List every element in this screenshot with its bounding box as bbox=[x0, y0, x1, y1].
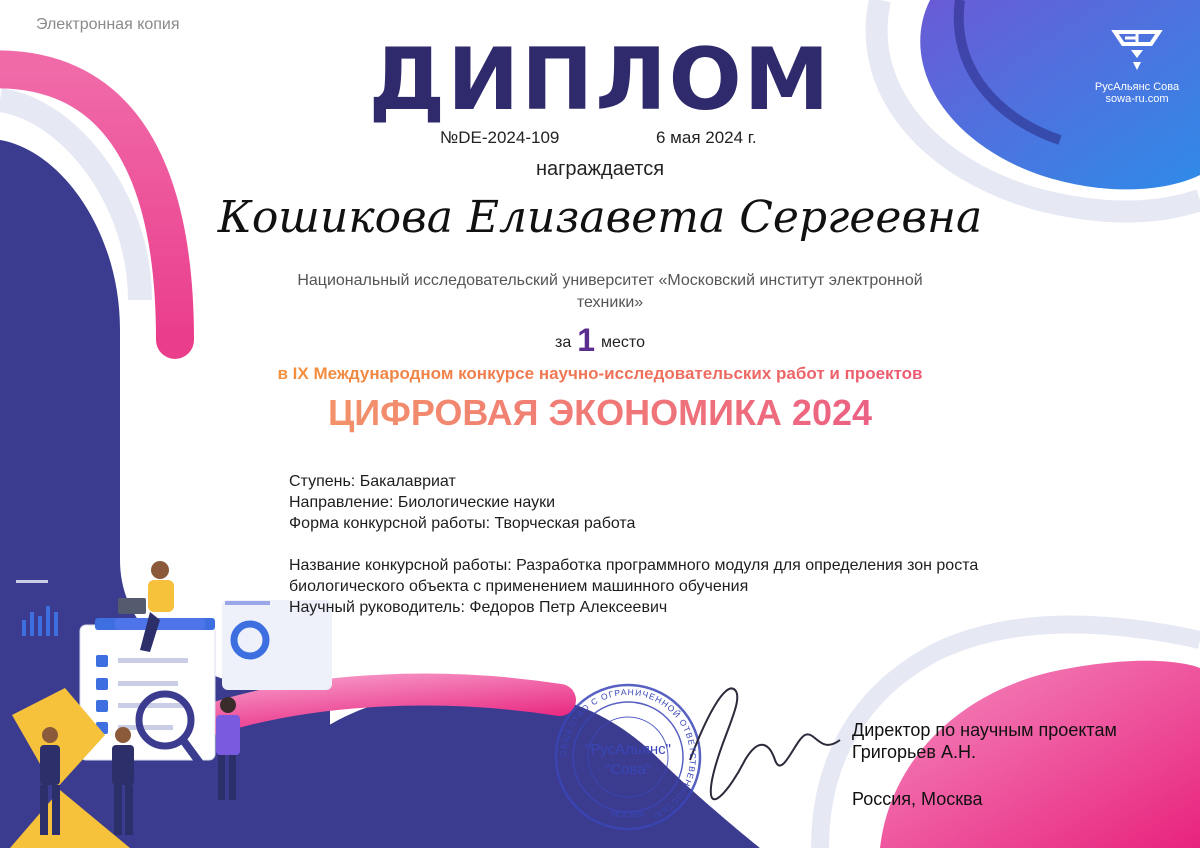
document-date: 6 мая 2024 г. bbox=[656, 128, 757, 147]
contest-name: в IX Международном конкурсе научно-исследовательских работ и проектов bbox=[0, 364, 1200, 384]
detail-level: Ступень: Бакалавриат bbox=[289, 473, 456, 490]
place-number: 1 bbox=[577, 322, 596, 358]
detail-direction: Направление: Биологические науки bbox=[289, 494, 556, 511]
stamp-line2: "Сова" bbox=[605, 761, 651, 778]
recipient-name: Кошикова Елизавета Сергеевна bbox=[217, 192, 983, 243]
organization: Национальный исследовательский университет «Московский институт электронной техники» bbox=[297, 272, 923, 311]
detail-work-title: Название конкурсной работы: Разработка программного модуля для определения зон роста биологического объекта с применением машинного обучения bbox=[289, 557, 979, 595]
place-suffix: место bbox=[601, 334, 645, 351]
stamp-text bbox=[548, 677, 708, 837]
stamp-line1: "РусАльянс" bbox=[585, 741, 671, 758]
place-line bbox=[0, 322, 1200, 359]
detail-form: Форма конкурсной работы: Творческая работа bbox=[289, 515, 636, 532]
logo-site-text: sowa-ru.com bbox=[1105, 93, 1169, 105]
details-block bbox=[289, 471, 989, 618]
detail-supervisor: Научный руководитель: Федоров Петр Алексеевич bbox=[289, 599, 668, 616]
stamp-ring-text: ОБЩЕСТВО С ОГРАНИЧЕННОЙ ОТВЕТСТВЕННОСТЬЮ bbox=[557, 686, 699, 822]
signatory-title: Директор по научным проектам bbox=[852, 720, 1117, 740]
signature-scribble bbox=[690, 688, 840, 799]
location: Россия, Москва bbox=[852, 789, 983, 809]
stamp-city: МОСКВА bbox=[611, 810, 645, 819]
contest-theme: ЦИФРОВАЯ ЭКОНОМИКА 2024 bbox=[0, 392, 1200, 434]
place-prefix: за bbox=[555, 334, 572, 351]
document-number: №DE-2024-109 bbox=[440, 128, 560, 147]
electronic-copy-watermark: Электронная копия bbox=[36, 16, 180, 33]
logo-brand-text: РусАльянс Сова bbox=[1094, 81, 1180, 93]
awarded-label: награждается bbox=[535, 158, 665, 180]
diploma-title: ДИПЛОМ bbox=[368, 30, 832, 130]
signatory-name: Григорьев А.Н. bbox=[852, 742, 976, 762]
